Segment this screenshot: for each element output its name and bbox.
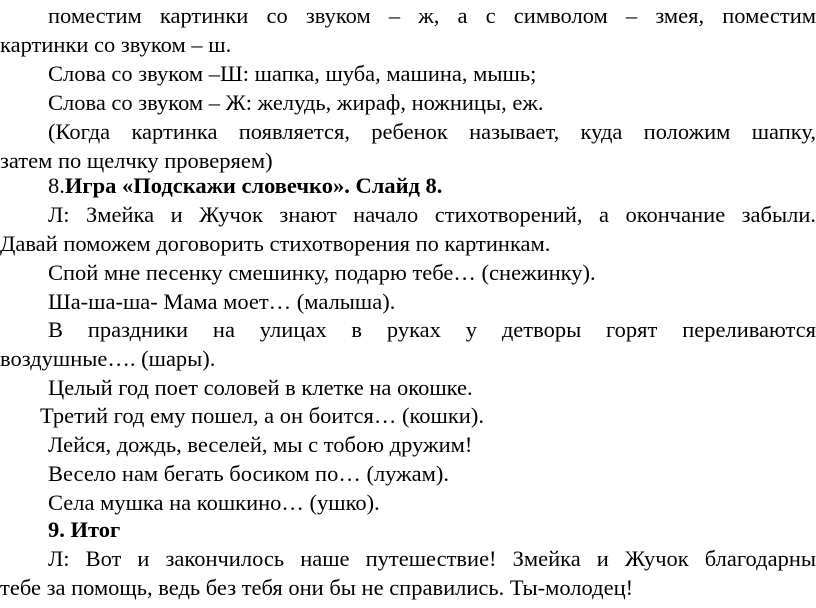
- text-line: Слова со звуком – Ж: желудь, жираф, ножницы, еж.: [48, 90, 544, 115]
- section-title: Игра «Подскажи словечко». Слайд 8.: [64, 173, 443, 198]
- text-line: воздушные…. (шары).: [0, 346, 216, 371]
- text-line: (Когда картинка появляется, ребенок называет, куда положим шапку,: [48, 119, 816, 144]
- text-line: Ша-ша-ша- Мама моет… (малыша).: [48, 289, 396, 314]
- text-line: картинки со звуком – ш.: [0, 32, 232, 57]
- text-line: Целый год поет соловей в клетке на окошке.: [48, 375, 473, 400]
- section-number: 8.: [48, 173, 65, 198]
- text-line: Слова со звуком –Ш: шапка, шуба, машина, мышь;: [48, 61, 537, 86]
- text-line: тебе за помощь, ведь без тебя они бы не справились. Ты-молодец!: [0, 575, 634, 600]
- text-line: Села мушка на кошкино… (ушко).: [48, 490, 380, 515]
- text-line: Лейся, дождь, веселей, мы с тобою дружим!: [48, 432, 473, 457]
- text-line: затем по щелчку проверяем): [0, 148, 273, 173]
- text-line: Л: Змейка и Жучок знают начало стихотворений, а окончание забыли.: [48, 202, 816, 227]
- text-line: Л: Вот и закончилось наше путешествие! Змейка и Жучок благодарны: [48, 546, 816, 571]
- text-line: поместим картинки со звуком – ж, а с символом – змея, поместим: [48, 3, 816, 28]
- text-line: В праздники на улицах в руках у детворы горят переливаются: [48, 317, 816, 342]
- section-heading-8: [0, 172, 816, 200]
- text-line: Третий год ему пошел, а он боится… (кошки).: [40, 403, 484, 428]
- text-line: Спой мне песенку смешинку, подарю тебе… (снежинку).: [48, 260, 596, 285]
- section-heading-9: 9. Итог: [48, 517, 121, 542]
- text-line: Весело нам бегать босиком по… (лужам).: [48, 461, 450, 486]
- text-line: Давай поможем договорить стихотворения по картинкам.: [0, 231, 551, 256]
